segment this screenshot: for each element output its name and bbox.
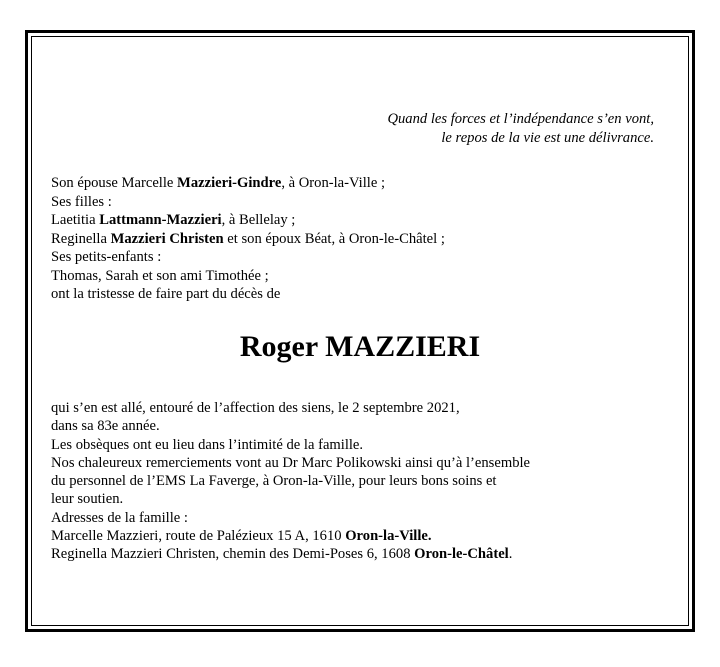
family-line-wife [51,174,445,193]
body-line: dans sa 83e année. [51,418,160,435]
family-line-daughters-heading: Ses filles : [51,193,112,210]
epigraph-line: le repos de la vie est une délivrance. [441,130,654,146]
text: Reginella Mazzieri Christen, chemin des Demi-Poses 6, 1608 [51,546,415,563]
place: Oron-le-Châtel [414,546,509,563]
epigraph-line: Quand les forces et l’indépendance s’en vont, [387,111,654,127]
body-line: qui s’en est allé, entouré de l’affection des siens, le 2 septembre 2021, [51,400,460,416]
body-line: leur soutien. [51,491,124,508]
surname: Mazzieri Christen [110,230,224,247]
text: , à Bellelay ; [221,212,296,228]
surname: Mazzieri-Gindre [177,175,282,191]
body-line: du personnel de l’EMS La Faverge, à Oron-la-Ville, pour leurs bons soins et [51,473,497,490]
family-list [51,174,445,304]
text: et son époux Béat, à Oron-le-Châtel ; [223,230,445,247]
family-line-daughter [51,230,445,249]
notice-body [51,399,530,564]
text: Son épouse Marcelle [51,175,178,191]
family-line-grandchildren-heading: Ses petits-enfants : [51,249,162,265]
announcement-line: ont la tristesse de faire part du décès de [51,286,281,302]
deceased-name: Roger MAZZIERI [239,330,481,363]
family-line-daughter [51,211,445,230]
family-line-grandchildren: Thomas, Sarah et son ami Timothée ; [51,267,269,284]
body-line: Nos chaleureux remerciements vont au Dr Marc Polikowski ainsi qu’à l’ensemble [51,454,531,471]
surname: Lattmann-Mazzieri [99,212,222,228]
place: Oron-la-Ville. [345,528,432,545]
epigraph [387,110,654,148]
address-line [51,527,530,545]
address-line [51,545,530,563]
text: Reginella [51,230,111,247]
text: , à Oron-la-Ville ; [281,175,386,191]
text: Laetitia [51,212,100,228]
text: . [508,546,513,563]
notice-inner-border [31,36,689,626]
text: Marcelle Mazzieri, route de Palézieux 15 A, 1610 [51,528,346,545]
addresses-heading: Adresses de la famille : [51,509,188,526]
notice-border [25,30,695,632]
body-line: Les obsèques ont eu lieu dans l’intimité de la famille. [51,436,364,453]
